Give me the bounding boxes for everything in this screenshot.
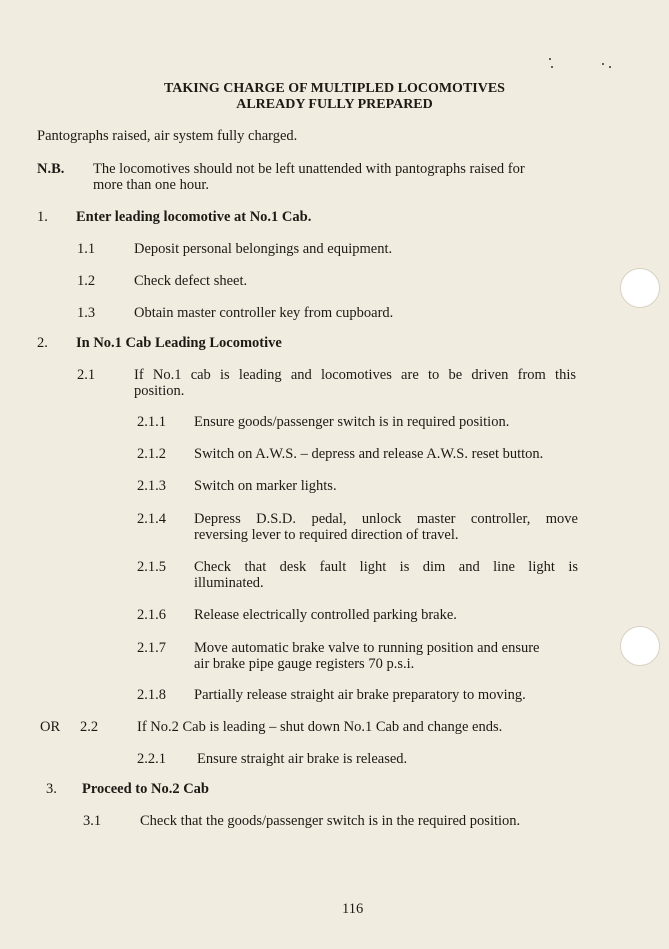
item-2-1-2-number: 2.1.2 xyxy=(137,446,166,462)
item-2-1-7-line-2: air brake pipe gauge registers 70 p.s.i. xyxy=(194,656,415,672)
nb-line-1: The locomotives should not be left unattended with pantographs raised for xyxy=(93,161,525,177)
item-2-1-3-text: Switch on marker lights. xyxy=(194,478,337,494)
section-1-number: 1. xyxy=(37,209,48,225)
item-2-1-4-line-2: reversing lever to required direction of travel. xyxy=(194,527,459,543)
nb-label: N.B. xyxy=(37,161,65,177)
item-2-1-5-line-1: Check that desk fault light is dim and line light is xyxy=(194,559,578,575)
item-2-1-4-number: 2.1.4 xyxy=(137,511,166,527)
item-2-1-2-text: Switch on A.W.S. – depress and release A.W.S. reset button. xyxy=(194,446,544,462)
item-2-2-1-number: 2.2.1 xyxy=(137,751,166,767)
item-2-2-number: 2.2 xyxy=(80,719,99,735)
item-1-2-text: Check defect sheet. xyxy=(134,273,248,289)
item-2-1-1-text: Ensure goods/passenger switch is in required position. xyxy=(194,414,510,430)
item-2-1-5-line-2: illuminated. xyxy=(194,575,264,591)
scan-speck xyxy=(549,58,551,60)
punch-hole-top xyxy=(620,268,660,308)
section-2-number: 2. xyxy=(37,335,48,351)
item-3-1-text: Check that the goods/passenger switch is in the required position. xyxy=(140,813,521,829)
item-2-1-1-number: 2.1.1 xyxy=(137,414,166,430)
item-2-1-line-2: position. xyxy=(134,383,185,399)
section-3-title: Proceed to No.2 Cab xyxy=(82,781,209,797)
heading-line-2: ALREADY FULLY PREPARED xyxy=(236,97,433,112)
item-2-1-5-number: 2.1.5 xyxy=(137,559,166,575)
item-2-1-7-number: 2.1.7 xyxy=(137,640,166,656)
item-2-1-3-number: 2.1.3 xyxy=(137,478,166,494)
item-2-1-6-number: 2.1.6 xyxy=(137,607,166,623)
section-1-title: Enter leading locomotive at No.1 Cab. xyxy=(76,209,312,225)
item-2-1-7-line-1: Move automatic brake valve to running position and ensure xyxy=(194,640,540,656)
item-2-1-6-text: Release electrically controlled parking brake. xyxy=(194,607,457,623)
item-2-2-text: If No.2 Cab is leading – shut down No.1 Cab and change ends. xyxy=(137,719,503,735)
nb-line-2: more than one hour. xyxy=(93,177,209,193)
scan-speck xyxy=(551,66,553,68)
item-1-1-number: 1.1 xyxy=(77,241,96,257)
item-2-1-8-text: Partially release straight air brake preparatory to moving. xyxy=(194,687,526,703)
scan-speck xyxy=(609,66,611,68)
item-3-1-number: 3.1 xyxy=(83,813,102,829)
item-2-1-4-line-1: Depress D.S.D. pedal, unlock master controller, move xyxy=(194,511,578,527)
section-2-title: In No.1 Cab Leading Locomotive xyxy=(76,335,282,351)
item-1-3-number: 1.3 xyxy=(77,305,96,321)
section-3-number: 3. xyxy=(46,781,57,797)
item-2-2-1-text: Ensure straight air brake is released. xyxy=(197,751,408,767)
item-1-3-text: Obtain master controller key from cupboard. xyxy=(134,305,394,321)
item-1-2-number: 1.2 xyxy=(77,273,96,289)
punch-hole-bottom xyxy=(620,626,660,666)
item-2-1-number: 2.1 xyxy=(77,367,96,383)
page-number: 116 xyxy=(342,901,364,917)
scan-speck xyxy=(602,63,604,65)
intro-text: Pantographs raised, air system fully charged. xyxy=(37,128,298,144)
item-2-1-8-number: 2.1.8 xyxy=(137,687,166,703)
item-2-1-line-1: If No.1 cab is leading and locomotives are to be driven from this xyxy=(134,367,576,383)
heading-line-1: TAKING CHARGE OF MULTIPLED LOCOMOTIVES xyxy=(164,81,505,96)
item-1-1-text: Deposit personal belongings and equipment. xyxy=(134,241,393,257)
or-label: OR xyxy=(40,719,61,735)
